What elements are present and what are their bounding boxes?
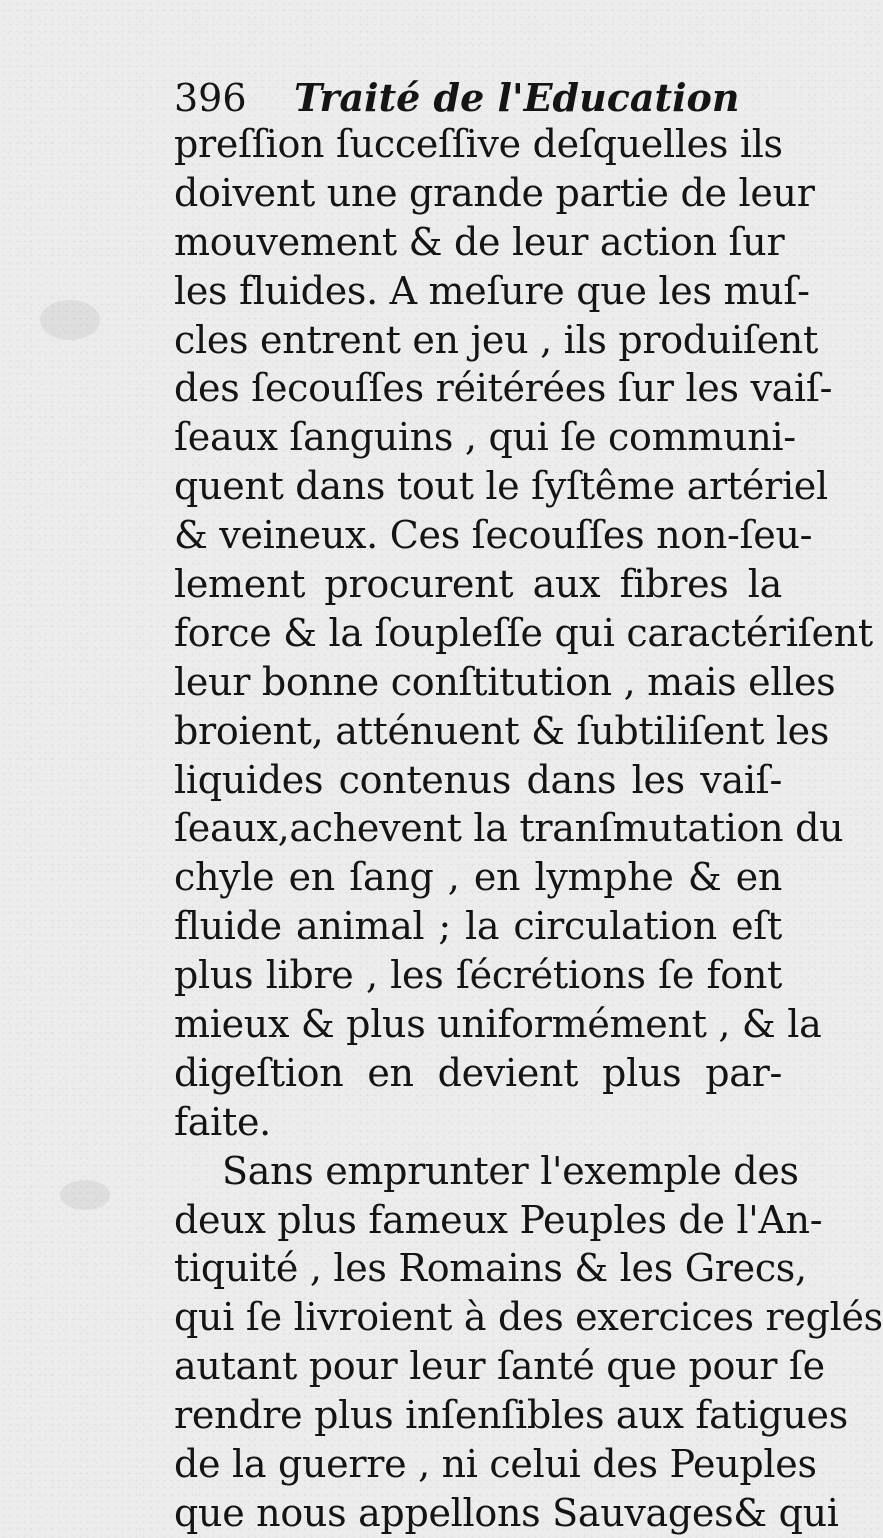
text-line: digeſtion en devient plus par- [174, 1050, 782, 1095]
text-line: de la guerre , ni celui des Peuples [174, 1442, 817, 1487]
text-line: chyle en ſang , en lymphe & en [174, 855, 782, 900]
paper-stain [40, 300, 100, 340]
text-line: liquides contenus dans les vaiſ- [174, 757, 782, 802]
text-line: leur bonne conſtitution , mais elles [174, 659, 836, 704]
text-line: ſeaux,achevent la tranſmutation du [174, 806, 844, 851]
paper-stain [60, 1180, 110, 1210]
text-line: rendre plus inſenſibles aux fatigues [174, 1393, 848, 1438]
text-line: & veineux. Ces ſecouſſes non-ſeu- [174, 513, 813, 558]
text-line: preſſion ſucceſſive deſquelles ils [174, 122, 783, 166]
body-text [174, 120, 883, 1538]
text-line: ſeaux ſanguins , qui ſe communi- [174, 415, 796, 460]
text-line: broient, atténuent & ſubtiliſent les [174, 708, 830, 753]
text-line: les fluides. A meſure que les muſ- [174, 268, 810, 313]
text-line: plus libre , les ſécrétions ſe font [174, 953, 782, 998]
text-line: des ſecouſſes réitérées ſur les vaiſ- [174, 366, 833, 411]
text-line: lement procurent aux fibres la [174, 562, 782, 607]
text-line: que nous appellons Sauvages& qui [174, 1490, 839, 1535]
text-line: Sans emprunter l'exemple des [222, 1148, 799, 1193]
text-line: cles entrent en jeu , ils produiſent [174, 317, 818, 362]
page-number: 396 [174, 76, 247, 120]
text-line: deux plus fameux Peuples de l'An- [174, 1197, 823, 1242]
text-line: mieux & plus uniformément , & la [174, 1002, 822, 1047]
text-line: force & la ſoupleſſe qui caractériſent [174, 610, 873, 655]
text-line: qui ſe livroient à des exercices reglés [174, 1295, 883, 1340]
text-line: mouvement & de leur action ſur [174, 219, 785, 264]
text-line: fluide animal ; la circulation eſt [174, 904, 782, 949]
text-line: faite. [174, 1099, 271, 1144]
running-title: Traité de l'Education [294, 75, 740, 120]
text-line: tiquité , les Romains & les Grecs, [174, 1246, 807, 1291]
running-head [174, 70, 774, 126]
text-line: autant pour leur ſanté que pour ſe [174, 1344, 825, 1389]
text-line: doivent une grande partie de leur [174, 170, 815, 215]
text-line: quent dans tout le ſyſtême artériel [174, 464, 828, 509]
